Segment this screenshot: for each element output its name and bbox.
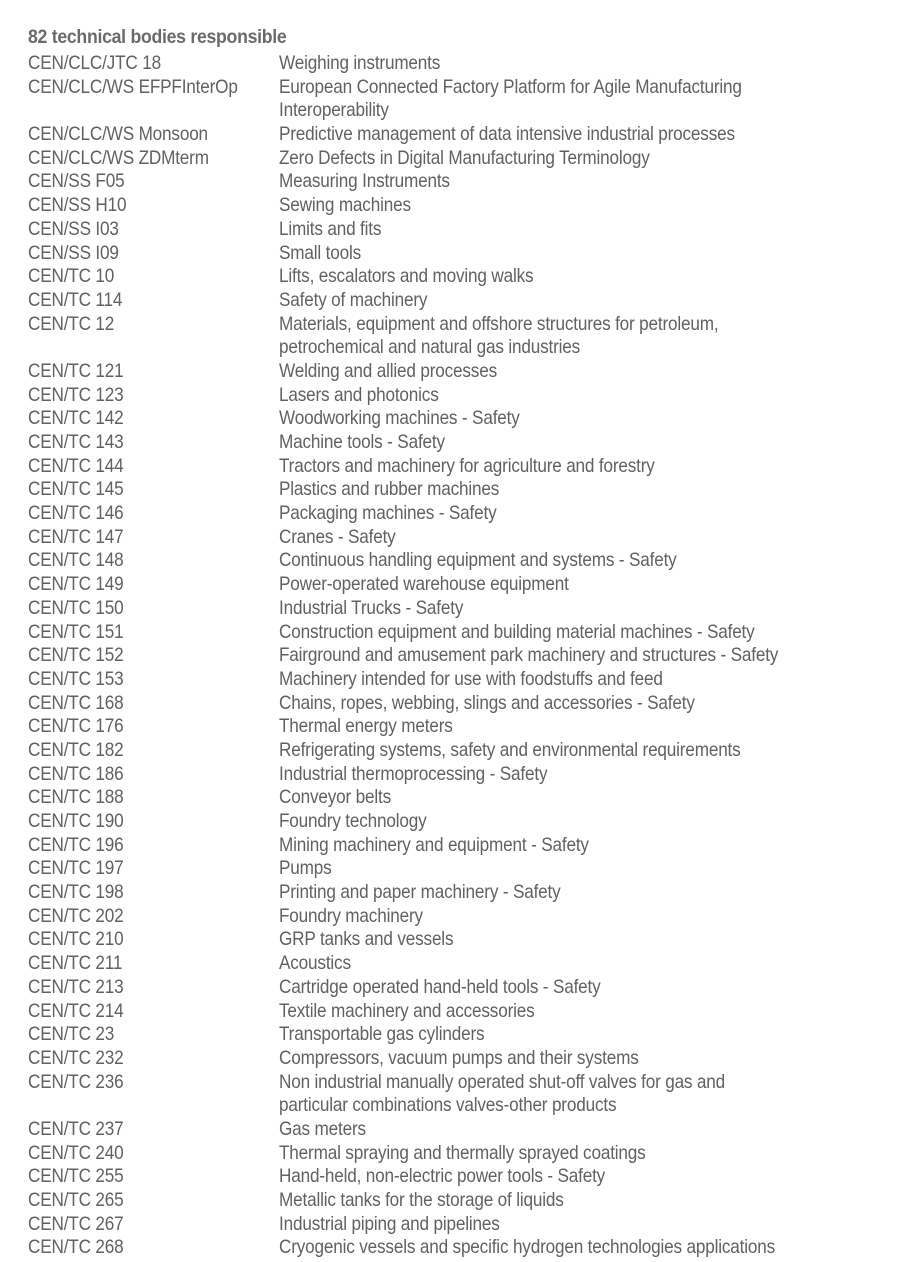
body-description-line: Machinery intended for use with foodstuffs and feed xyxy=(279,667,663,690)
body-description xyxy=(279,644,898,668)
technical-body-row xyxy=(28,763,898,787)
body-description xyxy=(279,1142,898,1166)
body-code xyxy=(28,1189,279,1213)
body-code-text: CEN/TC 236 xyxy=(28,1070,124,1093)
technical-body-row xyxy=(28,76,898,123)
body-description xyxy=(279,52,898,76)
technical-body-row xyxy=(28,810,898,834)
body-code-text: CEN/TC 232 xyxy=(28,1046,124,1069)
body-description xyxy=(279,265,898,289)
body-description xyxy=(279,976,898,1000)
technical-body-row xyxy=(28,549,898,573)
body-description-line: Fairground and amusement park machinery and structures - Safety xyxy=(279,644,779,667)
body-code xyxy=(28,360,279,384)
body-code-text: CEN/CLC/JTC 18 xyxy=(28,52,161,74)
body-description-line: Machine tools - Safety xyxy=(279,431,445,453)
technical-body-row xyxy=(28,313,898,360)
body-code xyxy=(28,905,279,929)
body-description xyxy=(279,905,898,929)
body-description-line: Materials, equipment and offshore structures for petroleum, xyxy=(279,312,719,335)
body-description-line: Continuous handling equipment and systems - Safety xyxy=(279,549,677,572)
body-description xyxy=(279,881,898,905)
body-description xyxy=(279,526,898,550)
body-description xyxy=(279,502,898,526)
body-code xyxy=(28,76,279,100)
body-description-line: Metallic tanks for the storage of liquids xyxy=(279,1189,564,1211)
body-code-text: CEN/TC 143 xyxy=(28,431,124,453)
body-description-line: Safety of machinery xyxy=(279,288,428,311)
body-code xyxy=(28,668,279,692)
technical-body-row xyxy=(28,218,898,242)
body-code-text: CEN/SS I09 xyxy=(28,241,119,264)
body-description xyxy=(279,549,898,573)
body-code-text: CEN/TC 190 xyxy=(28,810,124,832)
body-description-line: Woodworking machines - Safety xyxy=(279,407,520,430)
body-code xyxy=(28,313,279,337)
technical-body-row xyxy=(28,52,898,76)
body-description xyxy=(279,715,898,739)
technical-body-row xyxy=(28,1071,898,1118)
body-description-line: Interoperability xyxy=(279,99,389,122)
body-description-line: Non industrial manually operated shut-off valves for gas and xyxy=(279,1070,726,1093)
body-code xyxy=(28,597,279,621)
body-code-text: CEN/TC 23 xyxy=(28,1023,115,1046)
technical-body-row xyxy=(28,857,898,881)
body-code xyxy=(28,194,279,218)
body-description-line: Weighing instruments xyxy=(279,52,441,74)
body-code-text: CEN/TC 202 xyxy=(28,904,124,927)
technical-body-row xyxy=(28,692,898,716)
body-description-line: Pumps xyxy=(279,857,332,880)
body-description-line: Industrial thermoprocessing - Safety xyxy=(279,762,548,785)
body-description xyxy=(279,170,898,194)
body-description xyxy=(279,455,898,479)
body-code-text: CEN/TC 197 xyxy=(28,857,124,880)
body-code-text: CEN/TC 186 xyxy=(28,762,124,785)
body-code-text: CEN/TC 114 xyxy=(28,288,123,311)
technical-body-row xyxy=(28,644,898,668)
technical-body-row xyxy=(28,668,898,692)
body-code xyxy=(28,1071,279,1095)
technical-body-row xyxy=(28,455,898,479)
body-description-line: Refrigerating systems, safety and environmental requirements xyxy=(279,738,741,761)
body-code xyxy=(28,1236,279,1260)
body-description-line: Mining machinery and equipment - Safety xyxy=(279,833,589,856)
body-code xyxy=(28,526,279,550)
body-description-line: Lifts, escalators and moving walks xyxy=(279,265,534,288)
body-description xyxy=(279,431,898,455)
body-code-text: CEN/TC 210 xyxy=(28,928,124,951)
body-description xyxy=(279,1047,898,1071)
body-code xyxy=(28,549,279,573)
body-code xyxy=(28,739,279,763)
body-code xyxy=(28,478,279,502)
body-description-line: Industrial Trucks - Safety xyxy=(279,596,464,619)
body-description-line: Welding and allied processes xyxy=(279,359,497,382)
body-code-text: CEN/TC 240 xyxy=(28,1141,124,1164)
body-description-line: Predictive management of data intensive industrial processes xyxy=(279,123,735,146)
body-code-text: CEN/TC 267 xyxy=(28,1212,124,1235)
body-description-line: Gas meters xyxy=(279,1117,366,1140)
body-code-text: CEN/CLC/WS ZDMterm xyxy=(28,146,209,169)
body-code-text: CEN/TC 255 xyxy=(28,1165,124,1188)
body-description-line: Industrial piping and pipelines xyxy=(279,1212,500,1235)
body-code-text: CEN/TC 142 xyxy=(28,407,124,430)
body-code-text: CEN/TC 196 xyxy=(28,833,124,856)
body-description-line: Cryogenic vessels and specific hydrogen technologies applications xyxy=(279,1236,776,1259)
body-code-text: CEN/SS H10 xyxy=(28,194,127,217)
body-code xyxy=(28,976,279,1000)
body-code-text: CEN/TC 237 xyxy=(28,1117,124,1140)
body-description-line: Cartridge operated hand-held tools - Safety xyxy=(279,975,601,998)
technical-bodies-list xyxy=(28,52,898,1260)
body-code-text: CEN/TC 145 xyxy=(28,478,124,501)
body-description-line: particular combinations valves-other products xyxy=(279,1094,617,1117)
body-description xyxy=(279,384,898,408)
body-description-line: Hand-held, non-electric power tools - Safety xyxy=(279,1165,606,1188)
body-description xyxy=(279,147,898,171)
body-code xyxy=(28,1213,279,1237)
technical-body-row xyxy=(28,715,898,739)
technical-body-row xyxy=(28,1165,898,1189)
body-code-text: CEN/TC 148 xyxy=(28,549,124,572)
body-code xyxy=(28,763,279,787)
body-description-line: Acoustics xyxy=(279,952,351,975)
technical-body-row xyxy=(28,834,898,858)
body-description-line: GRP tanks and vessels xyxy=(279,928,454,951)
section-title: 82 technical bodies responsible xyxy=(28,27,287,48)
technical-body-row xyxy=(28,621,898,645)
body-code-text: CEN/TC 146 xyxy=(28,502,124,525)
body-description xyxy=(279,1236,898,1260)
body-description-line: Measuring Instruments xyxy=(279,170,450,193)
technical-body-row xyxy=(28,147,898,171)
technical-body-row xyxy=(28,265,898,289)
body-code-text: CEN/TC 182 xyxy=(28,738,124,761)
body-description-line: Thermal spraying and thermally sprayed coatings xyxy=(279,1141,646,1164)
body-code xyxy=(28,218,279,242)
body-description-line: Power-operated warehouse equipment xyxy=(279,573,569,596)
body-description-line: Foundry machinery xyxy=(279,904,423,927)
body-description xyxy=(279,407,898,431)
body-description-line: Zero Defects in Digital Manufacturing Terminology xyxy=(279,146,650,169)
body-description xyxy=(279,478,898,502)
technical-body-row xyxy=(28,407,898,431)
technical-body-row xyxy=(28,431,898,455)
body-description xyxy=(279,1213,898,1237)
body-description-line: Compressors, vacuum pumps and their systems xyxy=(279,1046,639,1069)
body-code xyxy=(28,928,279,952)
body-code xyxy=(28,407,279,431)
body-code-text: CEN/TC 168 xyxy=(28,691,124,714)
body-code-text: CEN/SS I03 xyxy=(28,217,119,240)
technical-body-row xyxy=(28,1142,898,1166)
body-code-text: CEN/TC 214 xyxy=(28,999,124,1022)
body-code-text: CEN/TC 198 xyxy=(28,881,124,904)
body-description xyxy=(279,834,898,858)
technical-body-row xyxy=(28,1236,898,1260)
body-description xyxy=(279,597,898,621)
body-code-text: CEN/TC 268 xyxy=(28,1236,124,1259)
body-code-text: CEN/TC 149 xyxy=(28,573,124,596)
body-code xyxy=(28,1118,279,1142)
body-description-line: European Connected Factory Platform for Agile Manufacturing xyxy=(279,75,742,98)
body-code xyxy=(28,1047,279,1071)
body-description-line: Small tools xyxy=(279,241,361,264)
body-code-text: CEN/TC 213 xyxy=(28,975,124,998)
technical-body-row xyxy=(28,597,898,621)
body-description xyxy=(279,360,898,384)
technical-body-row xyxy=(28,1047,898,1071)
technical-body-row xyxy=(28,976,898,1000)
body-description xyxy=(279,76,898,123)
technical-body-row xyxy=(28,739,898,763)
body-code xyxy=(28,502,279,526)
body-description xyxy=(279,857,898,881)
technical-body-row xyxy=(28,928,898,952)
technical-body-row xyxy=(28,384,898,408)
body-description xyxy=(279,952,898,976)
body-code xyxy=(28,1142,279,1166)
technical-body-row xyxy=(28,1213,898,1237)
body-code xyxy=(28,123,279,147)
technical-body-row xyxy=(28,786,898,810)
body-description-line: Construction equipment and building material machines - Safety xyxy=(279,620,755,643)
body-description xyxy=(279,668,898,692)
body-description xyxy=(279,289,898,313)
technical-body-row xyxy=(28,289,898,313)
body-description-line: Printing and paper machinery - Safety xyxy=(279,881,561,904)
body-code-text: CEN/TC 10 xyxy=(28,265,115,288)
body-description-line: Transportable gas cylinders xyxy=(279,1023,485,1046)
body-description-line: Lasers and photonics xyxy=(279,383,439,406)
technical-body-row xyxy=(28,1000,898,1024)
body-description-line: Conveyor belts xyxy=(279,786,391,809)
technical-body-row xyxy=(28,1023,898,1047)
body-code xyxy=(28,455,279,479)
technical-body-row xyxy=(28,573,898,597)
body-description xyxy=(279,739,898,763)
technical-body-row xyxy=(28,952,898,976)
body-code xyxy=(28,384,279,408)
body-code xyxy=(28,52,279,76)
body-code-text: CEN/TC 144 xyxy=(28,454,124,477)
body-code xyxy=(28,431,279,455)
body-code xyxy=(28,834,279,858)
body-code xyxy=(28,952,279,976)
body-description xyxy=(279,692,898,716)
body-description xyxy=(279,1000,898,1024)
body-description xyxy=(279,573,898,597)
body-code xyxy=(28,170,279,194)
technical-body-row xyxy=(28,242,898,266)
body-code xyxy=(28,573,279,597)
body-description-line: Sewing machines xyxy=(279,194,411,217)
body-code xyxy=(28,1000,279,1024)
body-description-line: Textile machinery and accessories xyxy=(279,999,535,1022)
technical-body-row xyxy=(28,1118,898,1142)
body-code xyxy=(28,1165,279,1189)
body-code xyxy=(28,881,279,905)
body-code-text: CEN/TC 147 xyxy=(28,525,124,548)
body-code-text: CEN/TC 152 xyxy=(28,644,124,667)
body-description xyxy=(279,194,898,218)
technical-body-row xyxy=(28,360,898,384)
body-description xyxy=(279,218,898,242)
body-code-text: CEN/SS F05 xyxy=(28,170,125,193)
body-code-text: CEN/TC 151 xyxy=(28,620,124,643)
body-description xyxy=(279,1189,898,1213)
body-description-line: petrochemical and natural gas industries xyxy=(279,336,581,359)
body-code-text: CEN/TC 121 xyxy=(28,359,124,382)
body-description-line: Foundry technology xyxy=(279,810,427,832)
technical-body-row xyxy=(28,478,898,502)
body-code xyxy=(28,147,279,171)
body-description xyxy=(279,1023,898,1047)
body-code-text: CEN/TC 123 xyxy=(28,383,124,406)
body-description xyxy=(279,1165,898,1189)
body-code-text: CEN/TC 265 xyxy=(28,1189,124,1211)
technical-body-row xyxy=(28,194,898,218)
body-description-line: Packaging machines - Safety xyxy=(279,502,497,525)
body-code-text: CEN/TC 12 xyxy=(28,312,115,335)
body-code xyxy=(28,242,279,266)
body-code xyxy=(28,644,279,668)
body-description-line: Chains, ropes, webbing, slings and accessories - Safety xyxy=(279,691,695,714)
body-description xyxy=(279,810,898,834)
body-code xyxy=(28,786,279,810)
body-code xyxy=(28,857,279,881)
body-description xyxy=(279,313,898,360)
body-code-text: CEN/TC 211 xyxy=(28,952,123,975)
technical-body-row xyxy=(28,881,898,905)
body-description xyxy=(279,621,898,645)
body-description xyxy=(279,928,898,952)
technical-body-row xyxy=(28,905,898,929)
body-description-line: Cranes - Safety xyxy=(279,525,396,548)
body-description xyxy=(279,242,898,266)
body-description xyxy=(279,786,898,810)
body-code xyxy=(28,265,279,289)
body-code xyxy=(28,692,279,716)
body-description-line: Plastics and rubber machines xyxy=(279,478,500,501)
body-description-line: Limits and fits xyxy=(279,217,382,240)
technical-body-row xyxy=(28,170,898,194)
body-code-text: CEN/TC 153 xyxy=(28,667,124,690)
body-description xyxy=(279,1118,898,1142)
technical-body-row xyxy=(28,1189,898,1213)
technical-body-row xyxy=(28,123,898,147)
body-code xyxy=(28,715,279,739)
body-code-text: CEN/TC 176 xyxy=(28,715,124,738)
body-code-text: CEN/CLC/WS Monsoon xyxy=(28,123,208,146)
technical-body-row xyxy=(28,502,898,526)
body-description xyxy=(279,123,898,147)
body-code xyxy=(28,289,279,313)
body-code xyxy=(28,621,279,645)
body-description xyxy=(279,1071,898,1118)
body-description xyxy=(279,763,898,787)
body-code xyxy=(28,810,279,834)
body-description-line: Tractors and machinery for agriculture and forestry xyxy=(279,454,655,477)
body-code-text: CEN/TC 150 xyxy=(28,596,124,619)
body-code-text: CEN/CLC/WS EFPFInterOp xyxy=(28,75,238,98)
body-description-line: Thermal energy meters xyxy=(279,715,453,738)
body-code-text: CEN/TC 188 xyxy=(28,786,124,809)
technical-body-row xyxy=(28,526,898,550)
body-code xyxy=(28,1023,279,1047)
